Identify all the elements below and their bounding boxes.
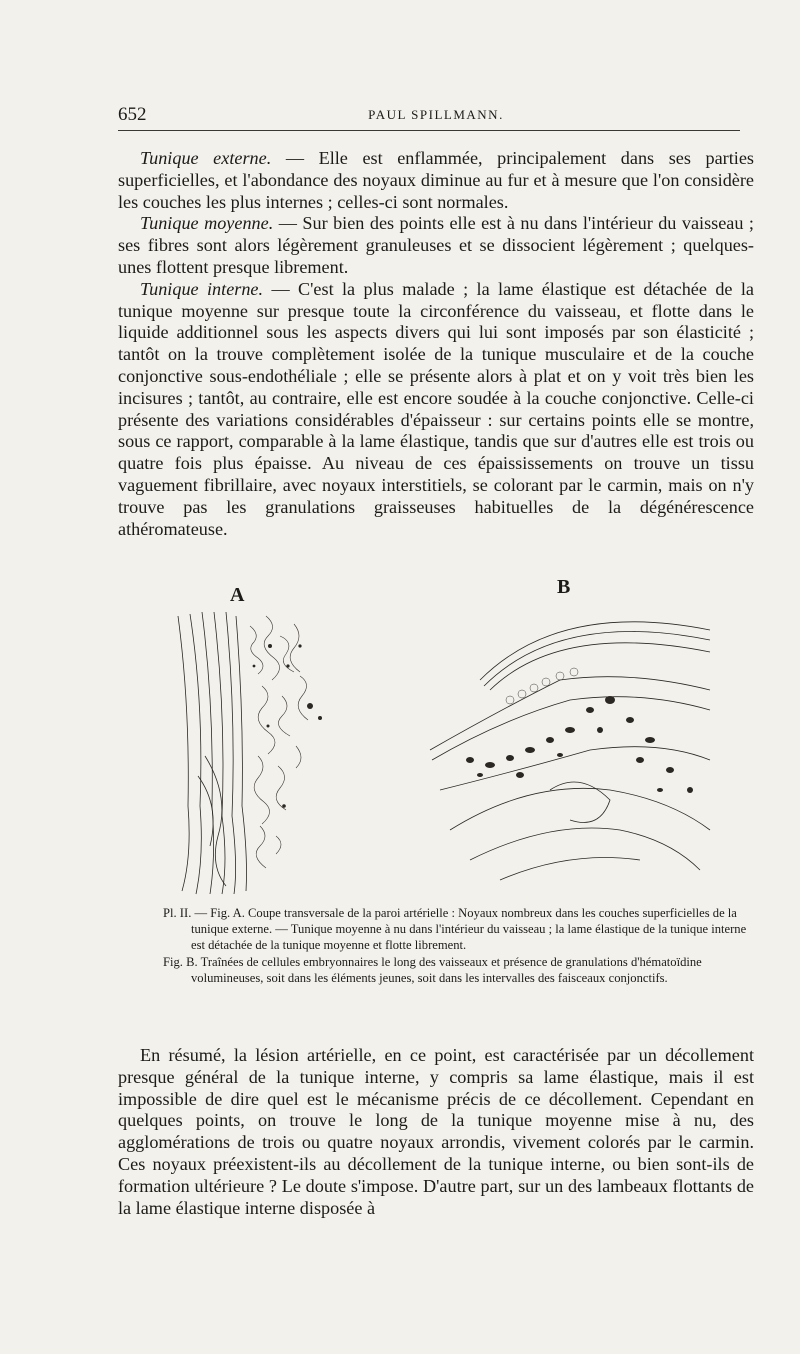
paragraph-lead: Tunique interne. <box>140 278 264 299</box>
body-text-bottom <box>118 1045 754 1219</box>
paragraph-text: — C'est la plus malade ; la lame élastique est détachée de la tunique moyenne sur presque toute la circonférence du vaisseau, et flotte dans le liquide additionnel sous les aspects divers qui lui sont imposés par son élasticité ; tantôt on la trouve complètement isolée de la tunique musculaire et de la couche conjonctive sous-endothéliale ; elle se présente alors à plat et on y voit très bien les incisures ; tantôt, au contraire, elle est encore soudée à la couche conjonctive. Celle-ci présente des variations considérables d'épaisseur : sur certains points elle se montre, sous ce rapport, comparable à la lame élastique, tandis que sur d'autres elle est trois ou quatre fois plus épaisse. Au niveau de ces épaississements on trouve un tissu vaguement fibrillaire, avec noyaux interstitiels, se colorant par le carmin, mais on n'y trouve pas les granulations graisseuses habituelles de la dégénérescence athéromateuse. <box>118 278 754 539</box>
figure-a-illustration <box>170 606 360 896</box>
body-text-top <box>118 148 754 540</box>
page-number: 652 <box>118 104 147 125</box>
paragraph-lead: Tunique externe. <box>140 148 272 168</box>
paragraph-lead: Tunique moyenne. <box>140 213 274 234</box>
figure-a-label: A <box>230 584 245 606</box>
figure-b-label: B <box>557 576 571 598</box>
paragraph-resume: En résumé, la lésion artérielle, en ce point, est caractérisée par un décollement presque général de la tunique interne, y compris sa lame élastique, mais il est impossible de dire quel est le mécanisme précis de ce décollement. Cependant en quelques points, on trouve le long de la tunique moyenne mise à nu, des agglomérations de trois ou quatre noyaux arrondis, vivement colorés par le carmin. Ces noyaux préexistent-ils au décollement de la tunique interne, ou bien sont-ils de formation ultérieure ? Le doute s'impose. D'autre part, sur un des lambeaux flottants de la lame élastique interne disposée à <box>118 1045 754 1218</box>
paragraph-tunique-interne <box>118 279 754 541</box>
running-title: PAUL SPILLMANN. <box>368 107 504 122</box>
figure-b-illustration <box>410 590 720 890</box>
figure-caption <box>163 905 753 986</box>
page-header <box>118 104 754 126</box>
caption-fig-a: Pl. II. — Fig. A. Coupe transversale de la paroi artérielle : Noyaux nombreux dans les couches superficielles de la tunique externe. — Tunique moyenne à nu dans l'intérieur du vaisseau ; la lame élastique de la tunique interne est détachée de la tunique moyenne et flotte librement. <box>163 906 747 953</box>
paragraph-tunique-externe <box>118 148 754 213</box>
paragraph-text: — Elle est enflammée, principalement dans ses parties superficielles, et l'abondance des noyaux diminue au fur et à mesure que l'on considère les couches les plus internes ; celles-ci sont normales. <box>118 148 754 212</box>
paragraph-tunique-moyenne <box>118 213 754 278</box>
caption-fig-b: Fig. B. Traînées de cellules embryonnaires le long des vaisseaux et présence de granulations d'hématoïdine volumineuses, soit dans les éléments jeunes, soit dans les intervalles des faisceaux conjonctifs. <box>163 954 702 985</box>
paragraph-text: — Sur bien des points elle est à nu dans l'intérieur du vaisseau ; ses fibres sont alors légèrement granuleuses et se dissocient légèrement ; quelques-unes flottent presque librement. <box>118 213 754 277</box>
header-rule <box>118 130 740 131</box>
